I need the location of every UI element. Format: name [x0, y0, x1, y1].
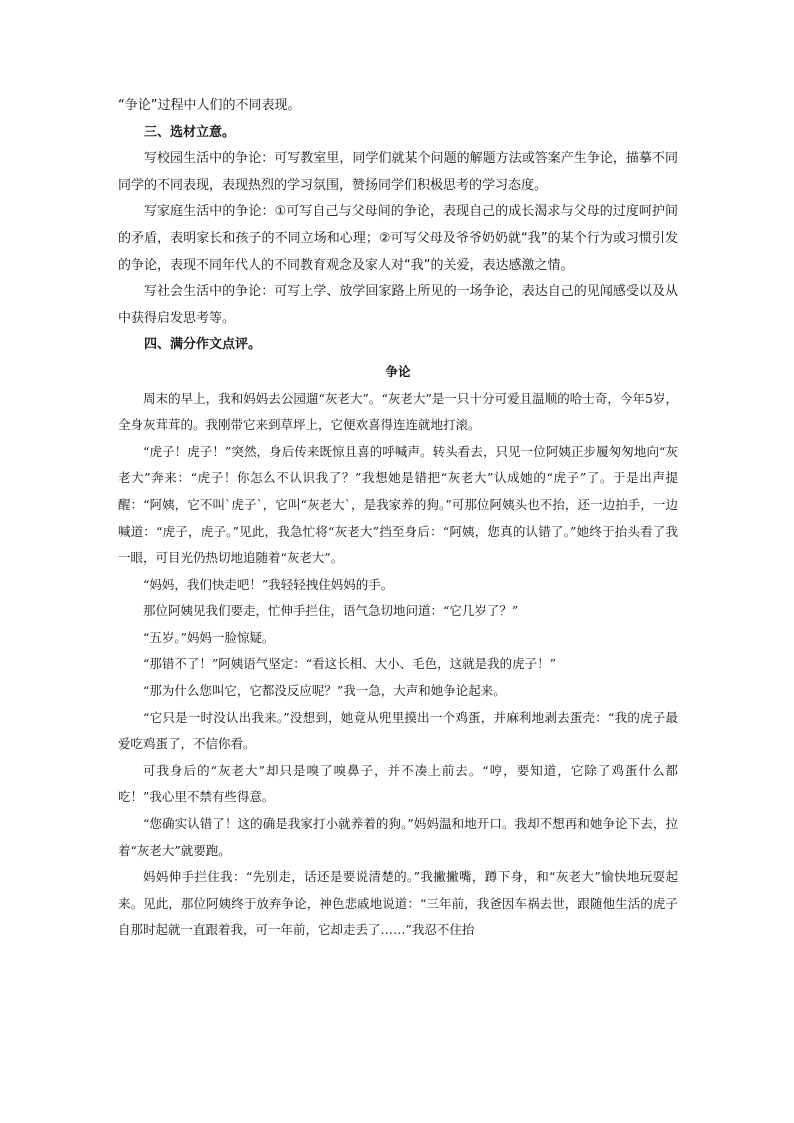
- essay-paragraph: “您确实认错了！这的确是我家打小就养着的狗。”妈妈温和地开口。我却不想再和她争论下去，拉着“灰老大”就要跑。: [118, 816, 678, 858]
- essay-paragraph: “那为什么您叫它，它都没反应呢？”我一急，大声和她争论起来。: [143, 683, 506, 699]
- section3-heading: 三、选材立意。: [144, 124, 236, 140]
- essay-paragraph: 可我身后的“灰老大”却只是嗅了嗅鼻子，并不凑上前去。“哼，要知道，它除了鸡蛋什么都吃！”我心里不禁有些得意。: [118, 762, 678, 805]
- section3-paragraph: 写校园生活中的争论：可写教室里，同学们就某个问题的解题方法或答案产生争论，描摹不同同学的不同表现，表现热烈的学习氛围，赞扬同学们积极思考的学习态度。: [118, 151, 678, 193]
- section2-tail-text: “争论”过程中人们的不同表现。: [118, 98, 301, 113]
- section4-heading: 四、满分作文点评。: [144, 337, 262, 353]
- essay-paragraph: “虎子！虎子！”突然，身后传来既惊且喜的呼喊声。转头看去，只见一位阿姨正步履匆匆地向“灰老大”奔来：“虎子！你怎么不认识我了？”我想她是错把“灰老大”认成她的“虎子”了。于是出声提醒：“阿姨，它不叫`虎子`，它叫“灰老大`，是我家养的狗。”可那位阿姨头也不抬，还一边拍手，一边喊道：“虎子，虎子。”见此，我急忙将“灰老大”挡至身后：“阿姨，您真的认错了。”她终于抬头看了我一眼，可目光仍热切地追随着“灰老大”。: [118, 443, 678, 566]
- essay-paragraph: 那位阿姨见我们要走，忙伸手拦住，语气急切地问道：“它几岁了？”: [143, 603, 519, 619]
- essay-paragraph: “它只是一时没认出我来。”没想到，她竟从兜里摸出一个鸡蛋，并麻利地剥去蛋壳：“我的虎子最爱吃鸡蛋了，不信你看。: [118, 709, 678, 752]
- essay-title: 争论: [385, 363, 411, 379]
- document-page: [118, 93, 678, 944]
- essay-paragraph: 周末的早上，我和妈妈去公园遛“灰老大”。“灰老大”是一只十分可爱且温顺的哈士奇，今年5岁，全身灰茸茸的。我刚带它来到草坪上，它便欢喜得连连就地打滚。: [118, 390, 678, 433]
- essay-paragraph: “妈妈，我们快走吧！”我轻轻拽住妈妈的手。: [143, 576, 394, 592]
- essay-paragraph: “五岁。”妈妈一脸惊疑。: [143, 629, 275, 645]
- essay: [118, 359, 678, 944]
- section3-paragraph: 写社会生活中的争论：可写上学、放学回家路上所见的一场争论，表达自己的见闻感受以及从中获得启发思考等。: [118, 284, 678, 326]
- essay-paragraph: 妈妈伸手拦住我：“先别走，话还是要说清楚的。”我撇撇嘴，蹲下身，和“灰老大”愉快地玩耍起来。见此，那位阿姨终于放弃争论，神色悲戚地说道：“三年前，我爸因车祸去世，跟随他生活的虎子自那时起就一直跟着我，可一年前，它却走丢了……”我忍不住抬: [118, 869, 678, 938]
- section3-paragraph: 写家庭生活中的争论：①可写自己与父母间的争论，表现自己的成长渴求与父母的过度呵护间的矛盾，表明家长和孩子的不同立场和心理；②可写父母及爷爷奶奶就“我”的某个行为或习惯引发的争论，表现不同年代人的不同教育观念及家人对“我”的关爱，表达感激之情。: [118, 204, 678, 273]
- essay-paragraph: “那错不了！”阿姨语气坚定：“看这长相、大小、毛色，这就是我的虎子！”: [143, 656, 557, 672]
